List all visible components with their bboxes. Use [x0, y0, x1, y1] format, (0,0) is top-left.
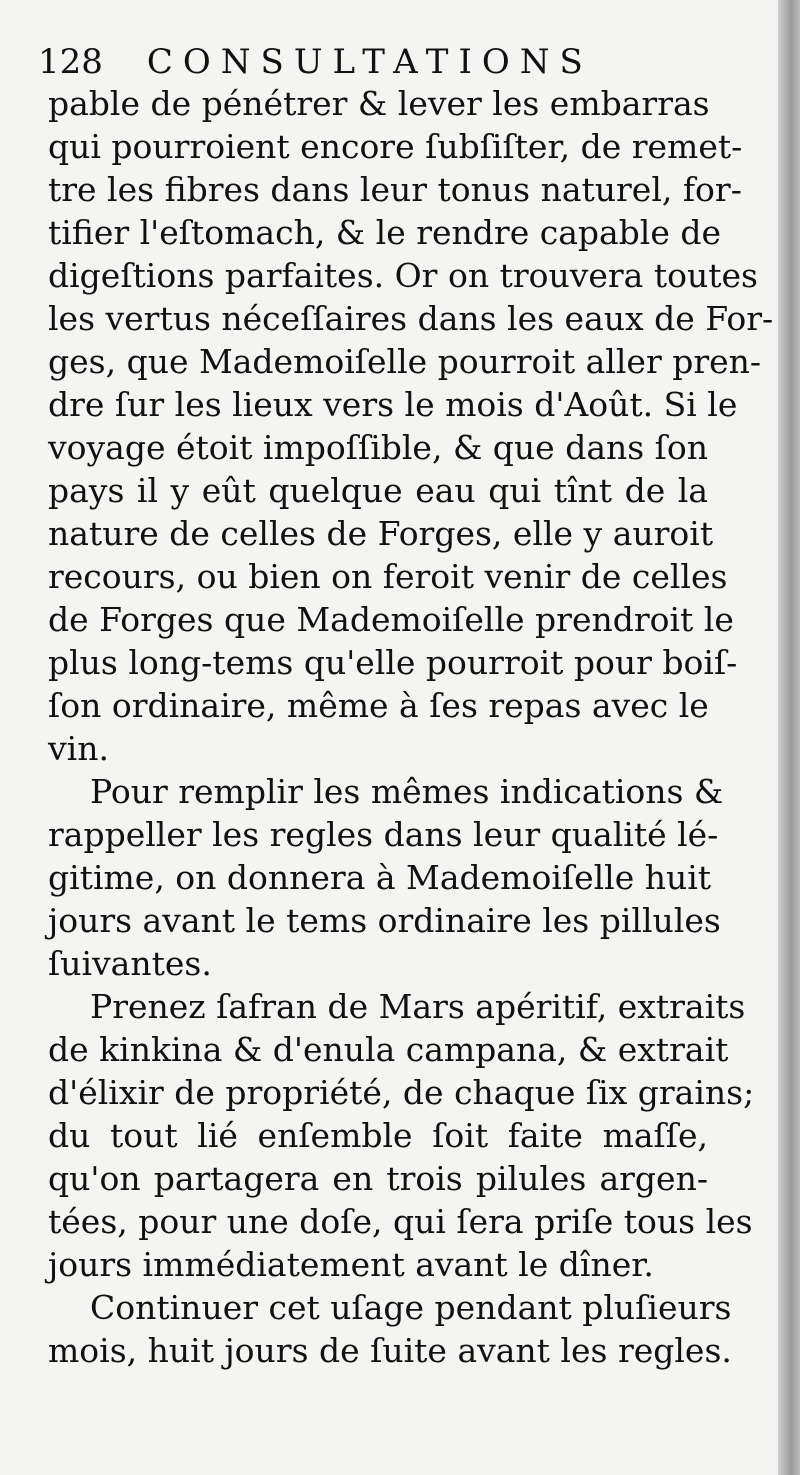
- paragraph-first-line: Continuer cet uſage pendant pluſieurs: [90, 1288, 732, 1327]
- text-line: pable de pénétrer & lever les embarras: [48, 84, 710, 123]
- text-line: de Forges que Mademoiſelle prendroit le: [48, 600, 734, 639]
- text-line: ſon ordinaire, même à ſes repas avec le: [48, 686, 709, 725]
- book-gutter: [778, 0, 800, 1475]
- text-line: dre ſur les lieux vers le mois d'Août. Si le: [48, 385, 738, 424]
- text-line: tées, pour une doſe, qui ſera priſe tous les: [48, 1202, 753, 1241]
- text-line: tre les fibres dans leur tonus naturel, for-: [48, 170, 742, 209]
- text-line: qu'on partagera en trois pilules argen-: [48, 1159, 708, 1198]
- text-line: mois, huit jours de ſuite avant les regles.: [48, 1331, 732, 1370]
- text-line: jours immédiatement avant le dîner.: [48, 1245, 654, 1284]
- text-line: qui pourroient encore ſubſiſter, de remet-: [48, 127, 743, 166]
- text-line: jours avant le tems ordinaire les pillules: [48, 901, 721, 940]
- text-line: rappeller les regles dans leur qualité lé-: [48, 815, 719, 854]
- text-line: voyage étoit impoſſible, & que dans ſon: [48, 428, 709, 467]
- running-title: CONSULTATIONS: [146, 42, 593, 82]
- page-number: 128: [38, 42, 103, 82]
- text-line: tifier l'eſtomach, & le rendre capable de: [48, 213, 722, 252]
- text-line: plus long-tems qu'elle pourroit pour boiſ-: [48, 643, 738, 682]
- text-line: recours, ou bien on feroit venir de celles: [48, 557, 728, 596]
- text-line: pays il y eût quelque eau qui tînt de la: [48, 471, 708, 510]
- text-line: nature de celles de Forges, elle y auroit: [48, 514, 714, 553]
- text-line: de kinkina & d'enula campana, & extrait: [48, 1030, 729, 1069]
- running-head: [38, 42, 593, 82]
- paragraph-first-line: Pour remplir les mêmes indications &: [90, 772, 724, 811]
- text-line: digeſtions parfaites. Or on trouvera toutes: [48, 256, 758, 295]
- text-line: ſuivantes.: [48, 944, 212, 983]
- text-line: gitime, on donnera à Mademoiſelle huit: [48, 858, 712, 897]
- text-line: les vertus néceſſaires dans les eaux de For-: [48, 299, 774, 338]
- text-line: vin.: [48, 729, 109, 768]
- paragraph-first-line: Prenez ſafran de Mars apéritif, extraits: [90, 987, 746, 1026]
- text-line: du tout lié enſemble ſoit faite maſſe,: [48, 1116, 708, 1155]
- text-line: d'élixir de propriété, de chaque ſix grains;: [48, 1073, 755, 1112]
- text-line: ges, que Mademoiſelle pourroit aller pren-: [48, 342, 762, 381]
